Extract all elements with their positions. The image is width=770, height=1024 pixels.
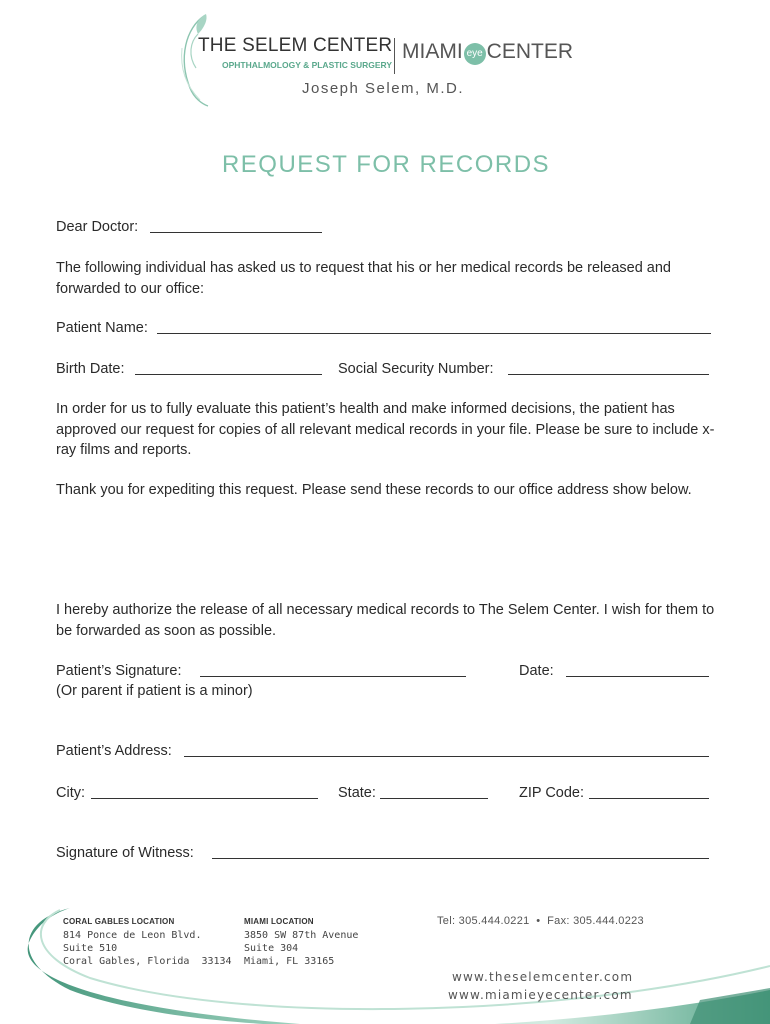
birth-date-line[interactable] [135,374,322,375]
zip-label: ZIP Code: [519,785,585,801]
brand-right-a: MIAMI [402,40,463,63]
eye-badge: eye [464,43,486,65]
signature-note: (Or parent if patient is a minor) [56,683,253,699]
ssn-label: Social Security Number: [338,361,494,377]
website-selem[interactable]: www.theselemcenter.com [452,970,634,984]
signature-line[interactable] [200,676,466,677]
date-label: Date: [519,663,554,679]
coral-gables-heading: CORAL GABLES LOCATION [63,917,175,926]
brand-left: THE SELEM CENTER [198,35,393,56]
contact-info: Tel: 305.444.0221 • Fax: 305.444.0223 [437,915,644,927]
city-line[interactable] [91,798,318,799]
website-miamieye[interactable]: www.miamieyecenter.com [448,988,633,1002]
zip-line[interactable] [589,798,709,799]
state-line[interactable] [380,798,488,799]
dear-doctor-label: Dear Doctor: [56,219,139,235]
city-label: City: [56,785,85,801]
doctor-name: Joseph Selem, M.D. [302,80,465,97]
address-line[interactable] [184,756,709,757]
signature-label: Patient’s Signature: [56,663,182,679]
logo-leaf-icon [168,8,228,108]
witness-label: Signature of Witness: [56,845,194,861]
logo [168,8,608,108]
patient-name-line[interactable] [157,333,711,334]
authorize-paragraph: I hereby authorize the release of all necessary medical records to The Selem Center. I wish for them to be forwarded as soon as possible. [56,602,715,639]
witness-line[interactable] [212,858,709,859]
evaluate-paragraph: In order for us to fully evaluate this patient’s health and make informed decisions, the patient has approved our request for copies of all relevant medical records in your file. Please be sure to include x-ray films and reports. [56,401,715,458]
miami-address: 3850 SW 87th Avenue Suite 304 Miami, FL 33165 [244,930,359,967]
miami-heading: MIAMI LOCATION [244,917,314,926]
brand-right-b: CENTER [486,40,574,63]
address-label: Patient’s Address: [56,743,172,759]
brand-divider [394,38,395,74]
coral-gables-address: 814 Ponce de Leon Blvd. Suite 510 Coral Gables, Florida 33134 [63,930,232,967]
date-line[interactable] [566,676,709,677]
thanks-paragraph: Thank you for expediting this request. Please send these records to our office address show below. [56,482,692,498]
patient-name-label: Patient Name: [56,320,148,336]
birth-date-label: Birth Date: [56,361,125,377]
ssn-line[interactable] [508,374,709,375]
state-label: State: [338,785,376,801]
brand-right [402,40,573,65]
page-title: REQUEST FOR RECORDS [221,151,551,178]
brand-left-sub: OPHTHALMOLOGY & PLASTIC SURGERY [222,60,393,70]
dear-doctor-line[interactable] [150,232,322,233]
intro-paragraph: The following individual has asked us to request that his or her medical records be released and forwarded to our office: [56,260,671,297]
